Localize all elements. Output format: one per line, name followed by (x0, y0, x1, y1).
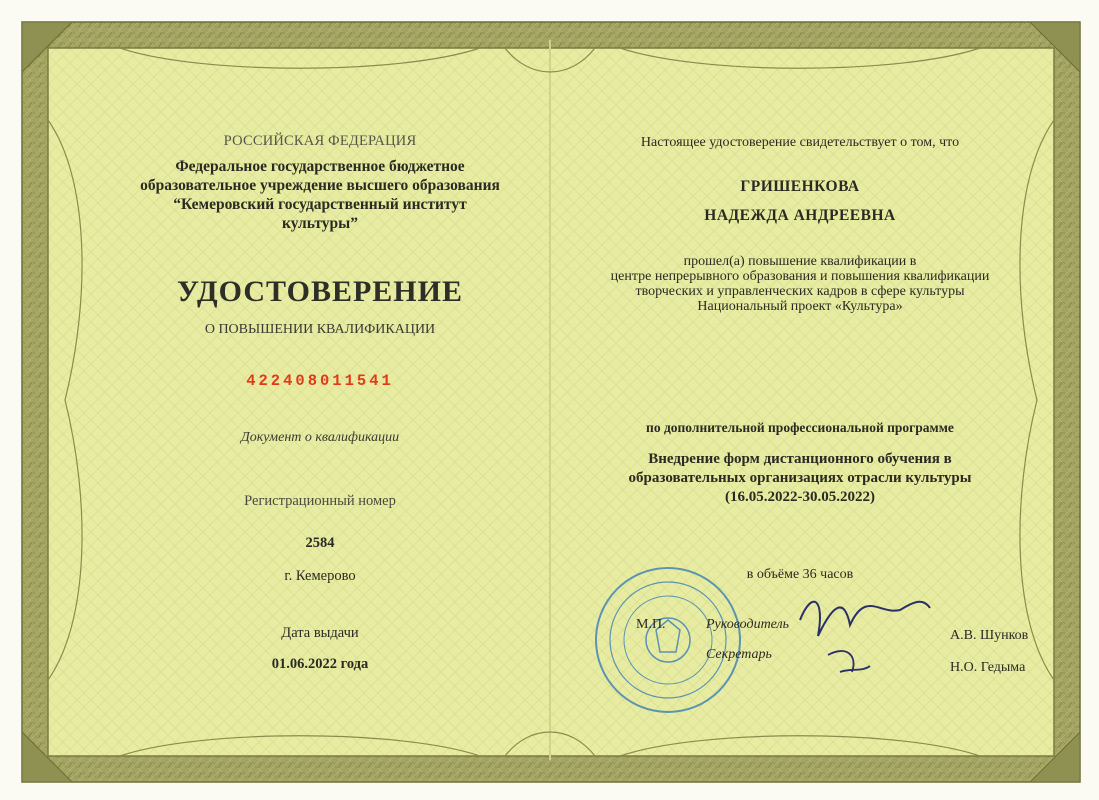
institution-line: “Кемеровский государственный институт культуры” (173, 196, 467, 232)
intro-text: Настоящее удостоверение свидетельствует о том, что (640, 135, 960, 150)
program-title (585, 450, 1015, 507)
holder-surname: ГРИШЕНКОВА (740, 178, 860, 195)
country-heading: РОССИЙСКАЯ ФЕДЕРАЦИЯ (223, 133, 417, 149)
secretary-label: Секретарь (706, 647, 772, 662)
institution-line: образовательное учреждение высшего образования (140, 177, 500, 194)
secretary-name: Н.О. Гедыма (950, 660, 1026, 675)
registration-number: 2584 (305, 535, 335, 551)
registration-label: Регистрационный номер (244, 493, 396, 509)
program-hours: в объёме 36 часов (746, 567, 854, 582)
document-title: УДОСТОВЕРЕНИЕ (177, 275, 463, 308)
program-line: Внедрение форм дистанционного обучения в (648, 451, 952, 467)
training-description (585, 254, 1015, 314)
program-line: (16.05.2022-30.05.2022) (725, 489, 875, 505)
stamp-label: М.П. (636, 617, 666, 632)
holder-given-names: НАДЕЖДА АНДРЕЕВНА (704, 207, 896, 224)
issue-date-label: Дата выдачи (281, 625, 359, 641)
training-line: творческих и управленческих кадров в сфере культуры (635, 284, 965, 299)
issue-city: г. Кемерово (284, 568, 356, 584)
head-name: А.В. Шунков (950, 628, 1029, 643)
head-label: Руководитель (706, 617, 790, 632)
institution-line: Федеральное государственное бюджетное (175, 158, 465, 175)
program-label: по дополнительной профессиональной программе (646, 420, 954, 435)
training-line: центре непрерывного образования и повышения квалификации (610, 269, 990, 284)
training-line: Национальный проект «Культура» (697, 299, 903, 314)
document-subtitle: О ПОВЫШЕНИИ КВАЛИФИКАЦИИ (204, 322, 436, 337)
institution-name (135, 157, 505, 233)
serial-number: 422408011541 (246, 372, 394, 390)
training-line: прошел(а) повышение квалификации в (683, 254, 917, 269)
issue-date: 01.06.2022 года (271, 656, 369, 672)
program-line: образовательных организациях отрасли культуры (628, 470, 972, 486)
document-type: Документ о квалификации (240, 430, 400, 445)
